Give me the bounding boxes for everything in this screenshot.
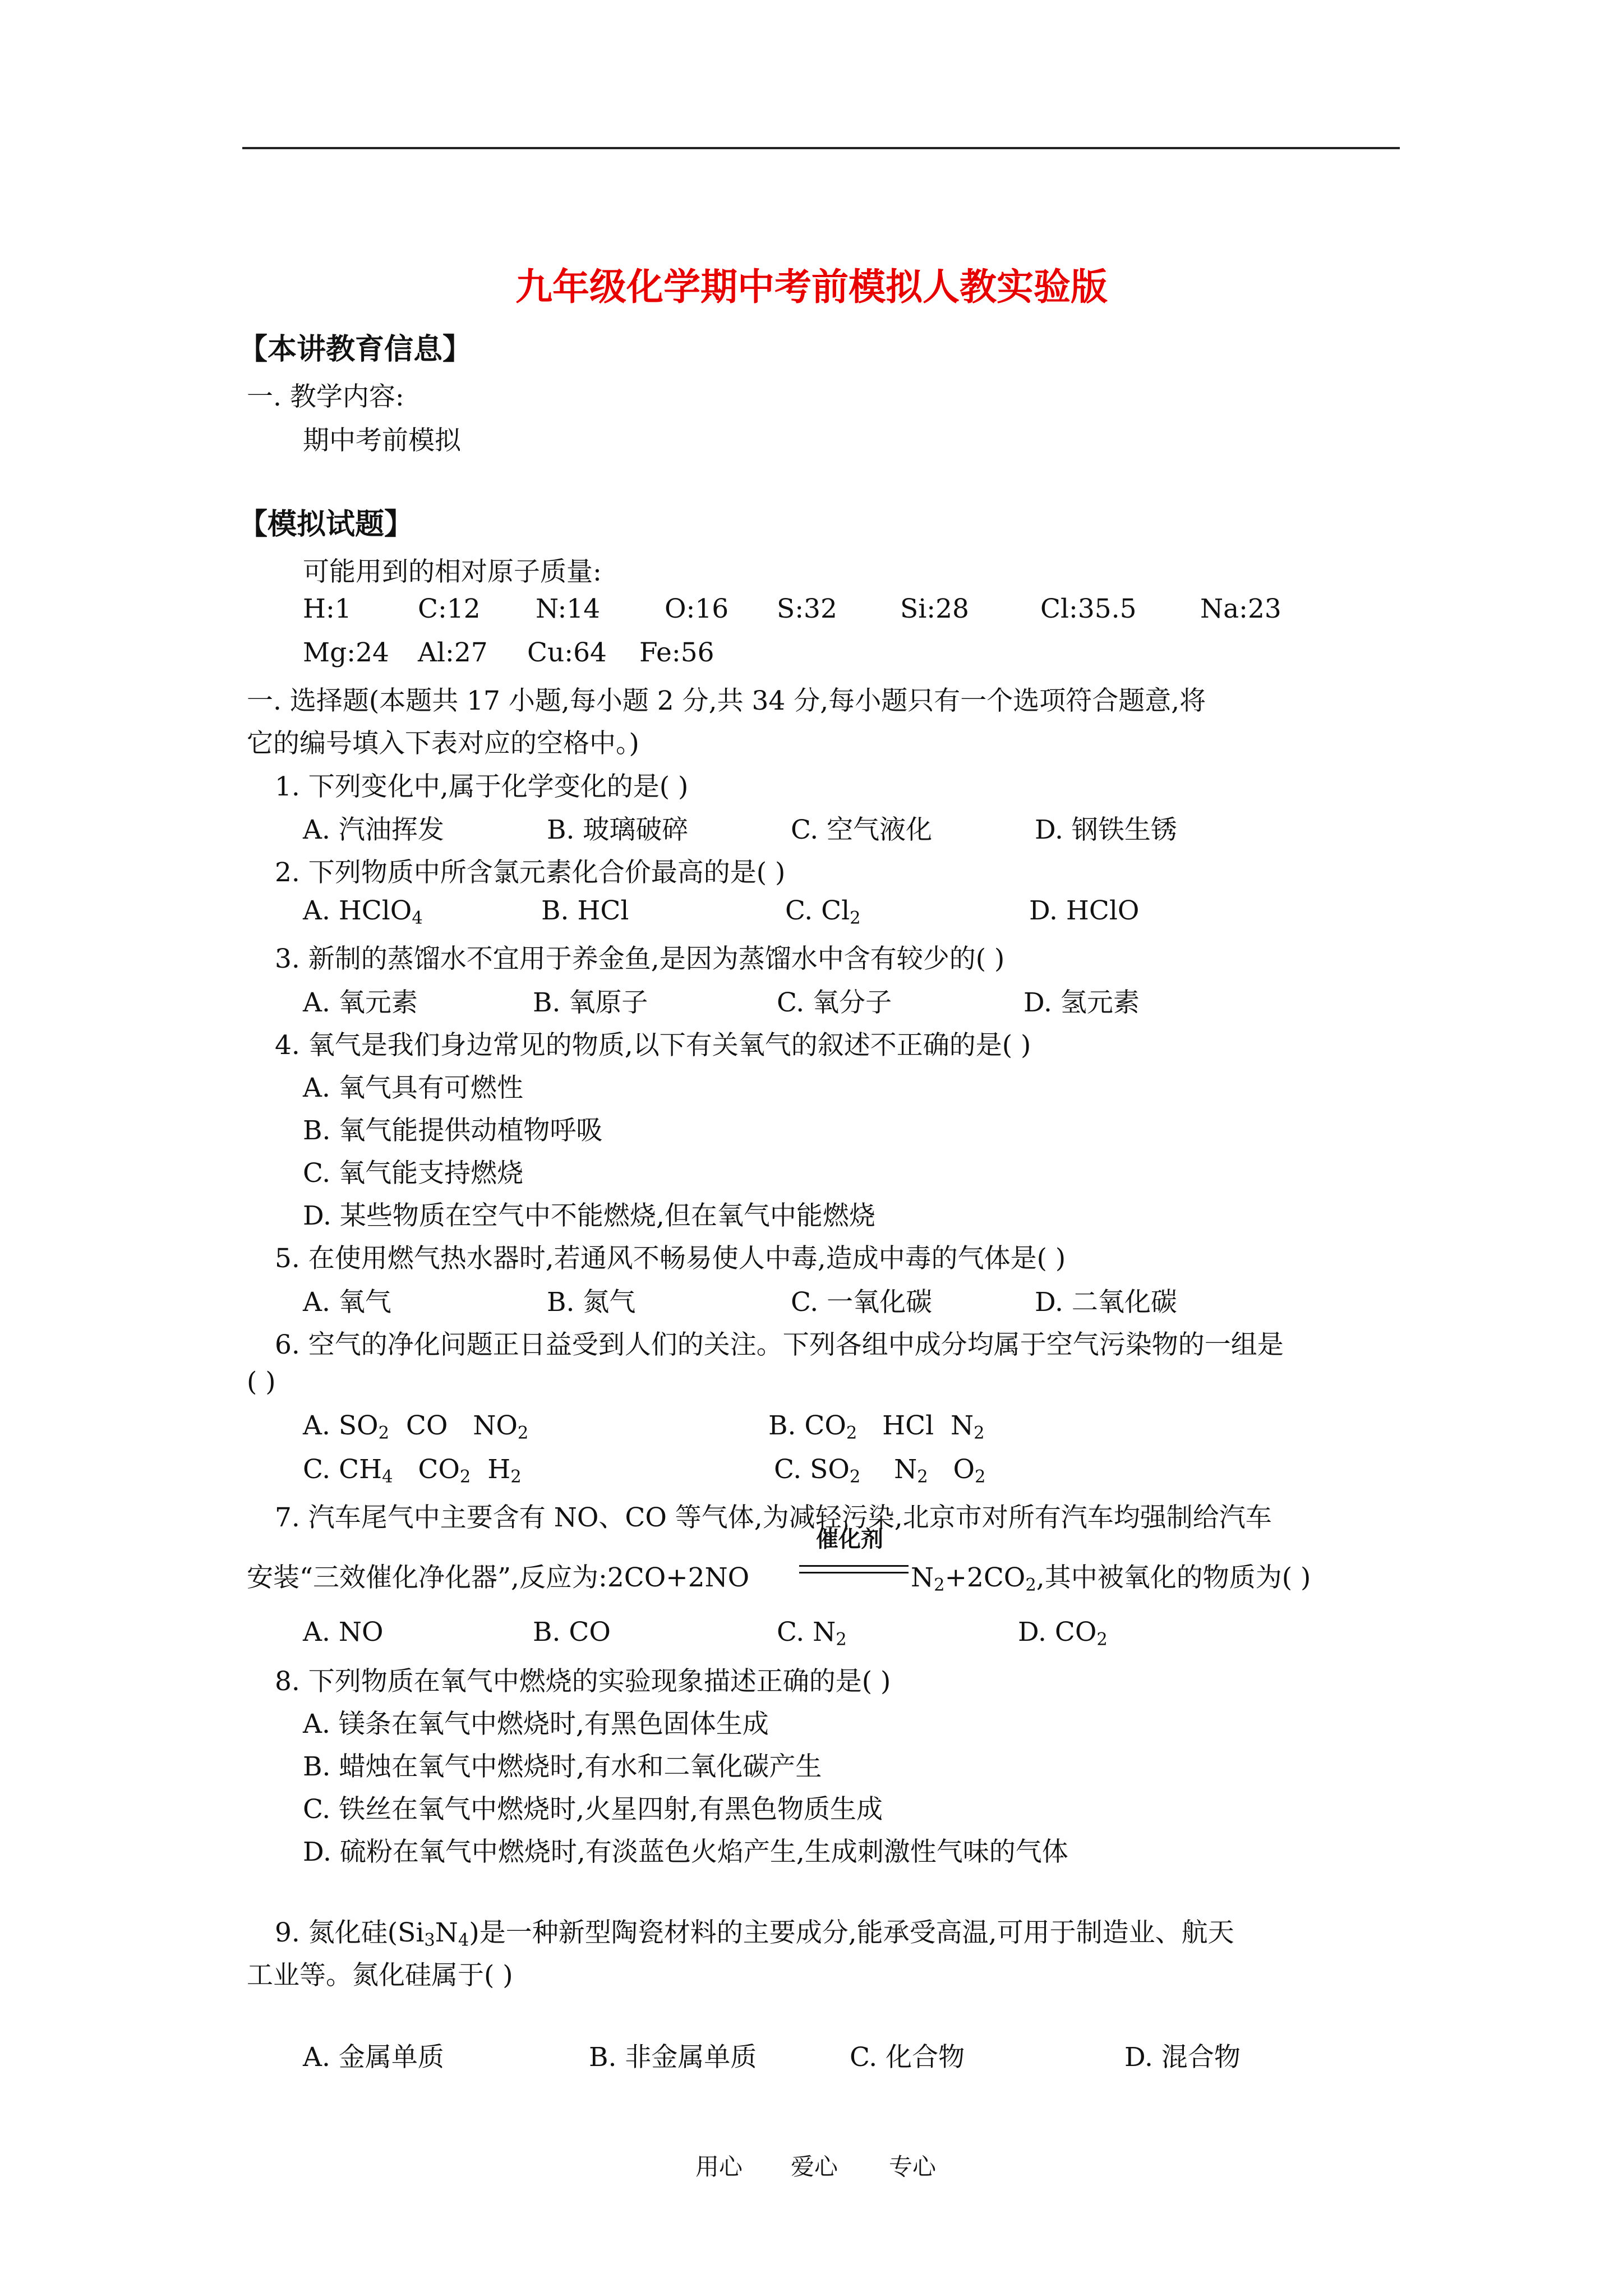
question-7-equation-left: 安装“三效催化净化器”,反应为:2CO+2NO xyxy=(247,1562,750,1593)
page-title: 九年级化学期中考前模拟人教实验版 xyxy=(515,265,1108,309)
question-4-option-c: C. 氧气能支持燃烧 xyxy=(303,1158,524,1189)
question-6-option-c: C. $CH_4$ $CO_2$ $H_2$ xyxy=(303,1454,522,1487)
catalyst-arrow xyxy=(799,1558,909,1581)
teach-content: 期中考前模拟 xyxy=(303,425,461,456)
question-7-option-a: A. NO xyxy=(303,1617,384,1648)
question-2-stem: 2. 下列物质中所含氯元素化合价最高的是( ) xyxy=(275,857,786,888)
atomic-mass-s: S:32 xyxy=(777,593,837,624)
atomic-mass-c: C:12 xyxy=(418,593,481,624)
question-6-option-d: C. $SO_2$ $N_2$ $O_2$ xyxy=(774,1454,986,1487)
question-9-option-b: B. 非金属单质 xyxy=(589,2042,757,2073)
question-4-option-d: D. 某些物质在空气中不能燃烧,但在氧气中能燃烧 xyxy=(303,1200,875,1231)
question-6-stem-line2: ( ) xyxy=(247,1366,276,1397)
question-7-option-d: D. $CO_2$ xyxy=(1018,1617,1108,1650)
atomic-mass-si: Si:28 xyxy=(900,593,969,624)
atomic-mass-na: Na:23 xyxy=(1200,593,1281,624)
question-3-option-d: D. 氢元素 xyxy=(1023,987,1140,1018)
footer-word-2: 爱心 xyxy=(791,2153,838,2180)
question-5-option-b: B. 氮气 xyxy=(547,1287,636,1318)
question-2-option-b: B. HCl xyxy=(541,895,629,926)
atomic-mass-n: N:14 xyxy=(536,593,601,624)
question-8-option-a: A. 镁条在氧气中燃烧时,有黑色固体生成 xyxy=(303,1709,769,1740)
catalyst-label: 催化剂 xyxy=(816,1526,883,1552)
question-1-option-d: D. 钢铁生锈 xyxy=(1035,815,1177,845)
question-8-option-d: D. 硫粉在氧气中燃烧时,有淡蓝色火焰产生,生成刺激性气味的气体 xyxy=(303,1837,1068,1867)
section-info-heading: 【本讲教育信息】 xyxy=(238,333,472,366)
question-7-option-c: C. $N_2$ xyxy=(777,1617,847,1650)
question-7-stem: 7. 汽车尾气中主要含有 NO、CO 等气体,为减轻污染,北京市对所有汽车均强制给汽车 xyxy=(275,1502,1272,1533)
question-4-option-a: A. 氧气具有可燃性 xyxy=(303,1073,523,1103)
question-5-stem: 5. 在使用燃气热水器时,若通风不畅易使人中毒,造成中毒的气体是( ) xyxy=(275,1243,1066,1274)
question-8-stem: 8. 下列物质在氧气中燃烧的实验现象描述正确的是( ) xyxy=(275,1666,891,1697)
atomic-mass-fe: Fe:56 xyxy=(639,637,714,668)
question-1-option-c: C. 空气液化 xyxy=(791,815,933,845)
atomic-mass-mg: Mg:24 xyxy=(303,637,389,668)
atomic-mass-h: H:1 xyxy=(303,593,352,624)
question-3-stem: 3. 新制的蒸馏水不宜用于养金鱼,是因为蒸馏水中含有较少的( ) xyxy=(275,944,1005,974)
question-9-option-d: D. 混合物 xyxy=(1124,2042,1241,2073)
question-2-option-a: A. HClO$_4$ xyxy=(303,895,423,928)
question-6-stem: 6. 空气的净化问题正日益受到人们的关注。下列各组中成分均属于空气污染物的一组是 xyxy=(275,1329,1284,1360)
part1-instructions-line1: 一. 选择题(本题共 17 小题,每小题 2 分,共 34 分,每小题只有一个选项符合题意,将 xyxy=(247,685,1206,716)
atomic-mass-cl: Cl:35.5 xyxy=(1040,593,1137,624)
question-1-option-b: B. 玻璃破碎 xyxy=(547,815,689,845)
teach-label: 一. 教学内容: xyxy=(247,381,404,412)
question-3-option-b: B. 氧原子 xyxy=(533,987,648,1018)
atomic-mass-o: O:16 xyxy=(665,593,729,624)
question-4-stem: 4. 氧气是我们身边常见的物质,以下有关氧气的叙述不正确的是( ) xyxy=(275,1030,1031,1061)
question-9-option-a: A. 金属单质 xyxy=(303,2042,444,2073)
footer-word-3: 专心 xyxy=(889,2153,937,2180)
question-5-option-d: D. 二氧化碳 xyxy=(1035,1287,1177,1318)
atomic-mass-al: Al:27 xyxy=(418,637,488,668)
question-7-equation-right: $N_2+2CO_2$,其中被氧化的物质为( ) xyxy=(911,1562,1311,1595)
question-3-option-a: A. 氧元素 xyxy=(303,987,418,1018)
question-6-option-a: A. $SO_2$ CO $NO_2$ xyxy=(303,1410,529,1443)
question-6-option-b: B. $CO_2$ HCl $N_2$ xyxy=(768,1410,985,1443)
question-8-option-c: C. 铁丝在氧气中燃烧时,火星四射,有黑色物质生成 xyxy=(303,1794,883,1825)
question-9-stem-line2: 工业等。氮化硅属于( ) xyxy=(247,1960,513,1991)
question-5-option-a: A. 氧气 xyxy=(303,1287,391,1318)
footer-word-1: 用心 xyxy=(695,2153,743,2180)
question-9-stem: 9. 氮化硅$(Si_3N_4)$是一种新型陶瓷材料的主要成分,能承受高温,可用于制造业、航天 xyxy=(275,1917,1234,1950)
question-1-stem: 1. 下列变化中,属于化学变化的是( ) xyxy=(275,771,689,802)
part1-instructions-line2: 它的编号填入下表对应的空格中。) xyxy=(247,728,639,759)
question-7-option-b: B. CO xyxy=(533,1617,611,1648)
header-rule xyxy=(242,147,1400,149)
question-8-option-b: B. 蜡烛在氧气中燃烧时,有水和二氧化碳产生 xyxy=(303,1751,822,1782)
question-2-option-d: D. HClO xyxy=(1029,895,1140,926)
question-1-option-a: A. 汽油挥发 xyxy=(303,815,444,845)
atomic-mass-intro: 可能用到的相对原子质量: xyxy=(303,556,602,587)
question-3-option-c: C. 氧分子 xyxy=(777,987,892,1018)
question-5-option-c: C. 一氧化碳 xyxy=(791,1287,933,1318)
section-test-heading: 【模拟试题】 xyxy=(238,508,414,541)
question-2-option-c: C. $Cl_2$ xyxy=(785,895,861,928)
question-4-option-b: B. 氧气能提供动植物呼吸 xyxy=(303,1115,603,1146)
question-9-option-c: C. 化合物 xyxy=(850,2042,965,2073)
atomic-mass-cu: Cu:64 xyxy=(527,637,607,668)
